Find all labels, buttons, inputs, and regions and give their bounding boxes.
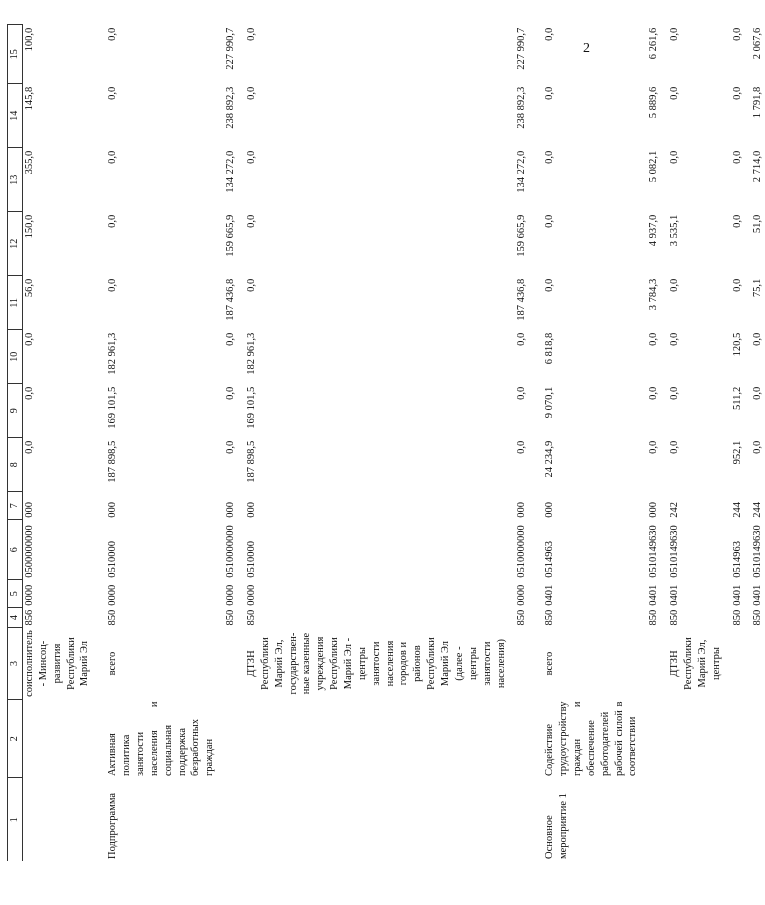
table-cell-c8: 0,0 (648, 440, 660, 454)
table-cell-c9: 0,0 (24, 386, 35, 400)
table-cell-c1 (217, 778, 238, 861)
table-cell-c9: 169 101,5 (107, 386, 119, 429)
table-cell-c10: 0,0 (669, 332, 681, 346)
table-cell-c4: 850 (544, 609, 556, 626)
table-cell-c14: 0,0 (669, 86, 681, 100)
table-cell-c15: 0,0 (107, 27, 119, 41)
table-cell-c12: 0,0 (107, 214, 119, 228)
table-cell-c2 (661, 700, 723, 778)
table-cell-c8: 187 898,5 (107, 440, 119, 483)
table-cell-c7: 000 (24, 502, 35, 518)
col-header: 5 (8, 580, 23, 608)
table-cell-c7: 000 (246, 502, 258, 518)
table-row (238, 25, 508, 861)
table-cell-c10: 6 818,8 (544, 332, 556, 365)
table-cell-c1 (23, 778, 93, 861)
col-header: 14 (8, 84, 23, 148)
table-cell-c6: 0510000 (246, 541, 258, 578)
table-cell-c11: 0,0 (246, 278, 258, 292)
table-row (744, 25, 765, 861)
table-cell-c3: ДТЗН Республики Марий Эл, государствен-ные казенные учреждения Республики Марий Эл - центры занятости населения городов и районов Республики Марий Эл (далее - центры занятости населения) (246, 632, 507, 695)
table-cell-c12: 0,0 (731, 214, 743, 228)
table-cell-c14: 1 791,8 (752, 86, 764, 119)
table-cell-c6: 0500000000 (24, 525, 35, 578)
table-cell-c15: 2 067,6 (752, 27, 764, 60)
table-cell-c3: соисполнитель - Минсоц-развития Республики Марий Эл (24, 630, 91, 697)
table-cell-c6: 0510149630 (669, 525, 681, 578)
table-cell-c7: 244 (731, 502, 743, 518)
table-cell-c8: 0,0 (24, 440, 35, 454)
table-cell-c10: 0,0 (24, 332, 35, 346)
table-cell-c8: 24 234,9 (544, 440, 556, 478)
table-cell-c7: 242 (669, 502, 681, 518)
table-cell-c10: 0,0 (516, 332, 528, 346)
table-cell-c13: 134 272,0 (516, 150, 528, 193)
table-cell-c14: 0,0 (246, 86, 258, 100)
table-cell-c14: 0,0 (107, 86, 119, 100)
table-row (640, 25, 661, 861)
table-cell-c3: всего (107, 651, 119, 676)
table-cell-c4: 856 (24, 609, 35, 626)
table-cell-c15: 0,0 (731, 27, 743, 41)
table-cell-c15: 6 261,6 (648, 27, 660, 60)
table-cell-c15: 227 990,7 (516, 27, 528, 70)
table-cell-c6: 0510000000 (225, 525, 237, 578)
table-cell-c5: 0000 (225, 584, 237, 606)
table-cell-c4: 850 (225, 609, 237, 626)
table-cell-c5: 0000 (107, 584, 119, 606)
table-cell-c8: 0,0 (752, 440, 764, 454)
table-cell-c13: 0,0 (544, 150, 556, 164)
table-cell-c9: 0,0 (516, 386, 528, 400)
table-cell-c13: 0,0 (246, 150, 258, 164)
table-cell-c2 (744, 700, 765, 778)
table-cell-c2 (217, 700, 238, 778)
table-row (724, 25, 745, 861)
table-cell-c4: 850 (669, 609, 681, 626)
table-cell-c14: 0,0 (731, 86, 743, 100)
table-cell-c4: 850 (648, 609, 660, 626)
table-body (23, 25, 765, 861)
table-cell-c3 (640, 628, 661, 700)
table-cell-c14: 0,0 (544, 86, 556, 100)
table-cell-c4: 850 (516, 609, 528, 626)
table-cell-c7: 244 (752, 502, 764, 518)
table-cell-c1 (238, 778, 508, 861)
table-cell-c5: 0401 (731, 584, 743, 606)
table-cell-c1 (640, 778, 661, 861)
table-cell-c5: 0401 (648, 584, 660, 606)
col-header: 15 (8, 25, 23, 84)
table-cell-c6: 0514963 (731, 541, 743, 578)
table-cell-c3: ДТЗН Республики Марий Эл, центры (669, 637, 722, 690)
table-cell-c14: 5 889,6 (648, 86, 660, 119)
table-row (661, 25, 723, 861)
col-header: 6 (8, 520, 23, 580)
table-cell-c15: 0,0 (246, 27, 258, 41)
col-header: 2 (8, 700, 23, 778)
table-cell-c10: 120,5 (731, 332, 743, 357)
table-cell-c12: 0,0 (544, 214, 556, 228)
table-cell-c9: 511,2 (731, 386, 743, 411)
table-cell-c11: 0,0 (544, 278, 556, 292)
table-cell-c1 (661, 778, 723, 861)
table-cell-c8: 0,0 (516, 440, 528, 454)
table-cell-c9: 9 070,1 (544, 386, 556, 419)
col-header: 8 (8, 438, 23, 492)
col-header: 11 (8, 276, 23, 330)
table-cell-c11: 75,1 (752, 278, 764, 298)
table-cell-c15: 0,0 (544, 27, 556, 41)
table-cell-c4: 850 (107, 609, 119, 626)
table-cell-c12: 51,0 (752, 214, 764, 234)
table-cell-c1 (744, 778, 765, 861)
table-cell-c11: 0,0 (669, 278, 681, 292)
table-cell-c2: Содействие трудоустройству граждан и обеспечение работодателей рабочей силой в соответствии (544, 701, 639, 776)
table-cell-c5: 0000 (246, 584, 258, 606)
table-cell-c2 (640, 700, 661, 778)
table-cell-c12: 3 535,1 (669, 214, 681, 247)
table-cell-c15: 100,0 (24, 27, 35, 52)
table-cell-c7: 000 (107, 502, 119, 518)
col-header: 7 (8, 492, 23, 520)
table-cell-c4: 850 (752, 609, 764, 626)
col-header: 3 (8, 628, 23, 700)
table-cell-c10: 0,0 (648, 332, 660, 346)
table-cell-c13: 5 082,1 (648, 150, 660, 183)
table-row (217, 25, 238, 861)
table-cell-c10: 182 961,3 (107, 332, 119, 375)
table-cell-c6: 0510000000 (516, 525, 528, 578)
table-cell-c7: 000 (544, 502, 556, 518)
table-cell-c11: 0,0 (731, 278, 743, 292)
table-cell-c5: 0000 (516, 584, 528, 606)
table-cell-c7: 000 (648, 502, 660, 518)
table-cell-c10: 0,0 (752, 332, 764, 346)
table-cell-c15: 227 990,7 (225, 27, 237, 70)
table-cell-c1: Основное мероприятие 1 (544, 793, 570, 859)
table-cell-c3 (724, 628, 745, 700)
table-cell-c1 (508, 778, 529, 861)
table-cell-c4: 850 (731, 609, 743, 626)
table-cell-c13: 2 714,0 (752, 150, 764, 183)
table-cell-c8: 0,0 (225, 440, 237, 454)
table-cell-c13: 0,0 (107, 150, 119, 164)
table-cell-c1 (724, 778, 745, 861)
table-cell-c9: 0,0 (752, 386, 764, 400)
table-cell-c2 (724, 700, 745, 778)
table-cell-c13: 355,0 (24, 150, 35, 175)
table-cell-c12: 150,0 (24, 214, 35, 239)
table-row (529, 25, 640, 861)
table-cell-c6: 0510149630 (648, 525, 660, 578)
table-cell-c5: 0401 (544, 584, 556, 606)
table-cell-c3 (217, 628, 238, 700)
table-cell-c2 (508, 700, 529, 778)
header-row (8, 25, 23, 861)
table-cell-c3: всего (544, 651, 556, 676)
table-cell-c8: 0,0 (669, 440, 681, 454)
table-cell-c5: 0401 (752, 584, 764, 606)
table-cell-c9: 0,0 (648, 386, 660, 400)
table-row (23, 25, 93, 861)
col-header: 10 (8, 330, 23, 384)
table-cell-c7: 000 (225, 502, 237, 518)
col-header: 12 (8, 212, 23, 276)
table-cell-c14: 238 892,3 (225, 86, 237, 129)
table-cell-c5: 0000 (24, 584, 35, 606)
col-header: 13 (8, 148, 23, 212)
col-header: 1 (8, 778, 23, 861)
table-cell-c1: Подпрограмма (107, 792, 119, 859)
table-cell-c11: 56,0 (24, 278, 35, 298)
table-cell-c14: 145,8 (24, 86, 35, 111)
table-cell-c6: 0510000 (107, 541, 119, 578)
table-cell-c11: 3 784,3 (648, 278, 660, 311)
table-cell-c13: 134 272,0 (225, 150, 237, 193)
table-cell-c7: 000 (516, 502, 528, 518)
table-cell-c13: 0,0 (669, 150, 681, 164)
table-cell-c10: 0,0 (225, 332, 237, 346)
table-cell-c9: 0,0 (225, 386, 237, 400)
table-cell-c2 (23, 700, 93, 778)
table-row (508, 25, 529, 861)
table-cell-c12: 0,0 (246, 214, 258, 228)
col-header: 4 (8, 608, 23, 628)
table-cell-c4: 850 (246, 609, 258, 626)
table-cell-c9: 169 101,5 (246, 386, 258, 429)
table-cell-c11: 187 436,8 (225, 278, 237, 321)
table-cell-c2 (238, 700, 508, 778)
budget-table (7, 24, 765, 861)
table-cell-c6: 0514963 (544, 541, 556, 578)
table-cell-c12: 159 665,9 (225, 214, 237, 257)
table-cell-c13: 0,0 (731, 150, 743, 164)
table-cell-c14: 238 892,3 (516, 86, 528, 129)
table-cell-c12: 4 937,0 (648, 214, 660, 247)
table-cell-c9: 0,0 (669, 386, 681, 400)
table-cell-c11: 187 436,8 (516, 278, 528, 321)
table-cell-c2: Активная политика занятости населения и социальная поддержка безработных граждан (107, 701, 216, 776)
page-number: 2 (583, 41, 590, 56)
table-row (92, 25, 217, 861)
col-header: 9 (8, 384, 23, 438)
table-cell-c8: 952,1 (731, 440, 743, 465)
table-cell-c6: 0510149630 (752, 525, 764, 578)
table-cell-c3 (508, 628, 529, 700)
table-cell-c10: 182 961,3 (246, 332, 258, 375)
table-cell-c8: 187 898,5 (246, 440, 258, 483)
table-cell-c5: 0401 (669, 584, 681, 606)
table-cell-c15: 0,0 (669, 27, 681, 41)
table-cell-c3 (744, 628, 765, 700)
table-cell-c12: 159 665,9 (516, 214, 528, 257)
table-cell-c11: 0,0 (107, 278, 119, 292)
